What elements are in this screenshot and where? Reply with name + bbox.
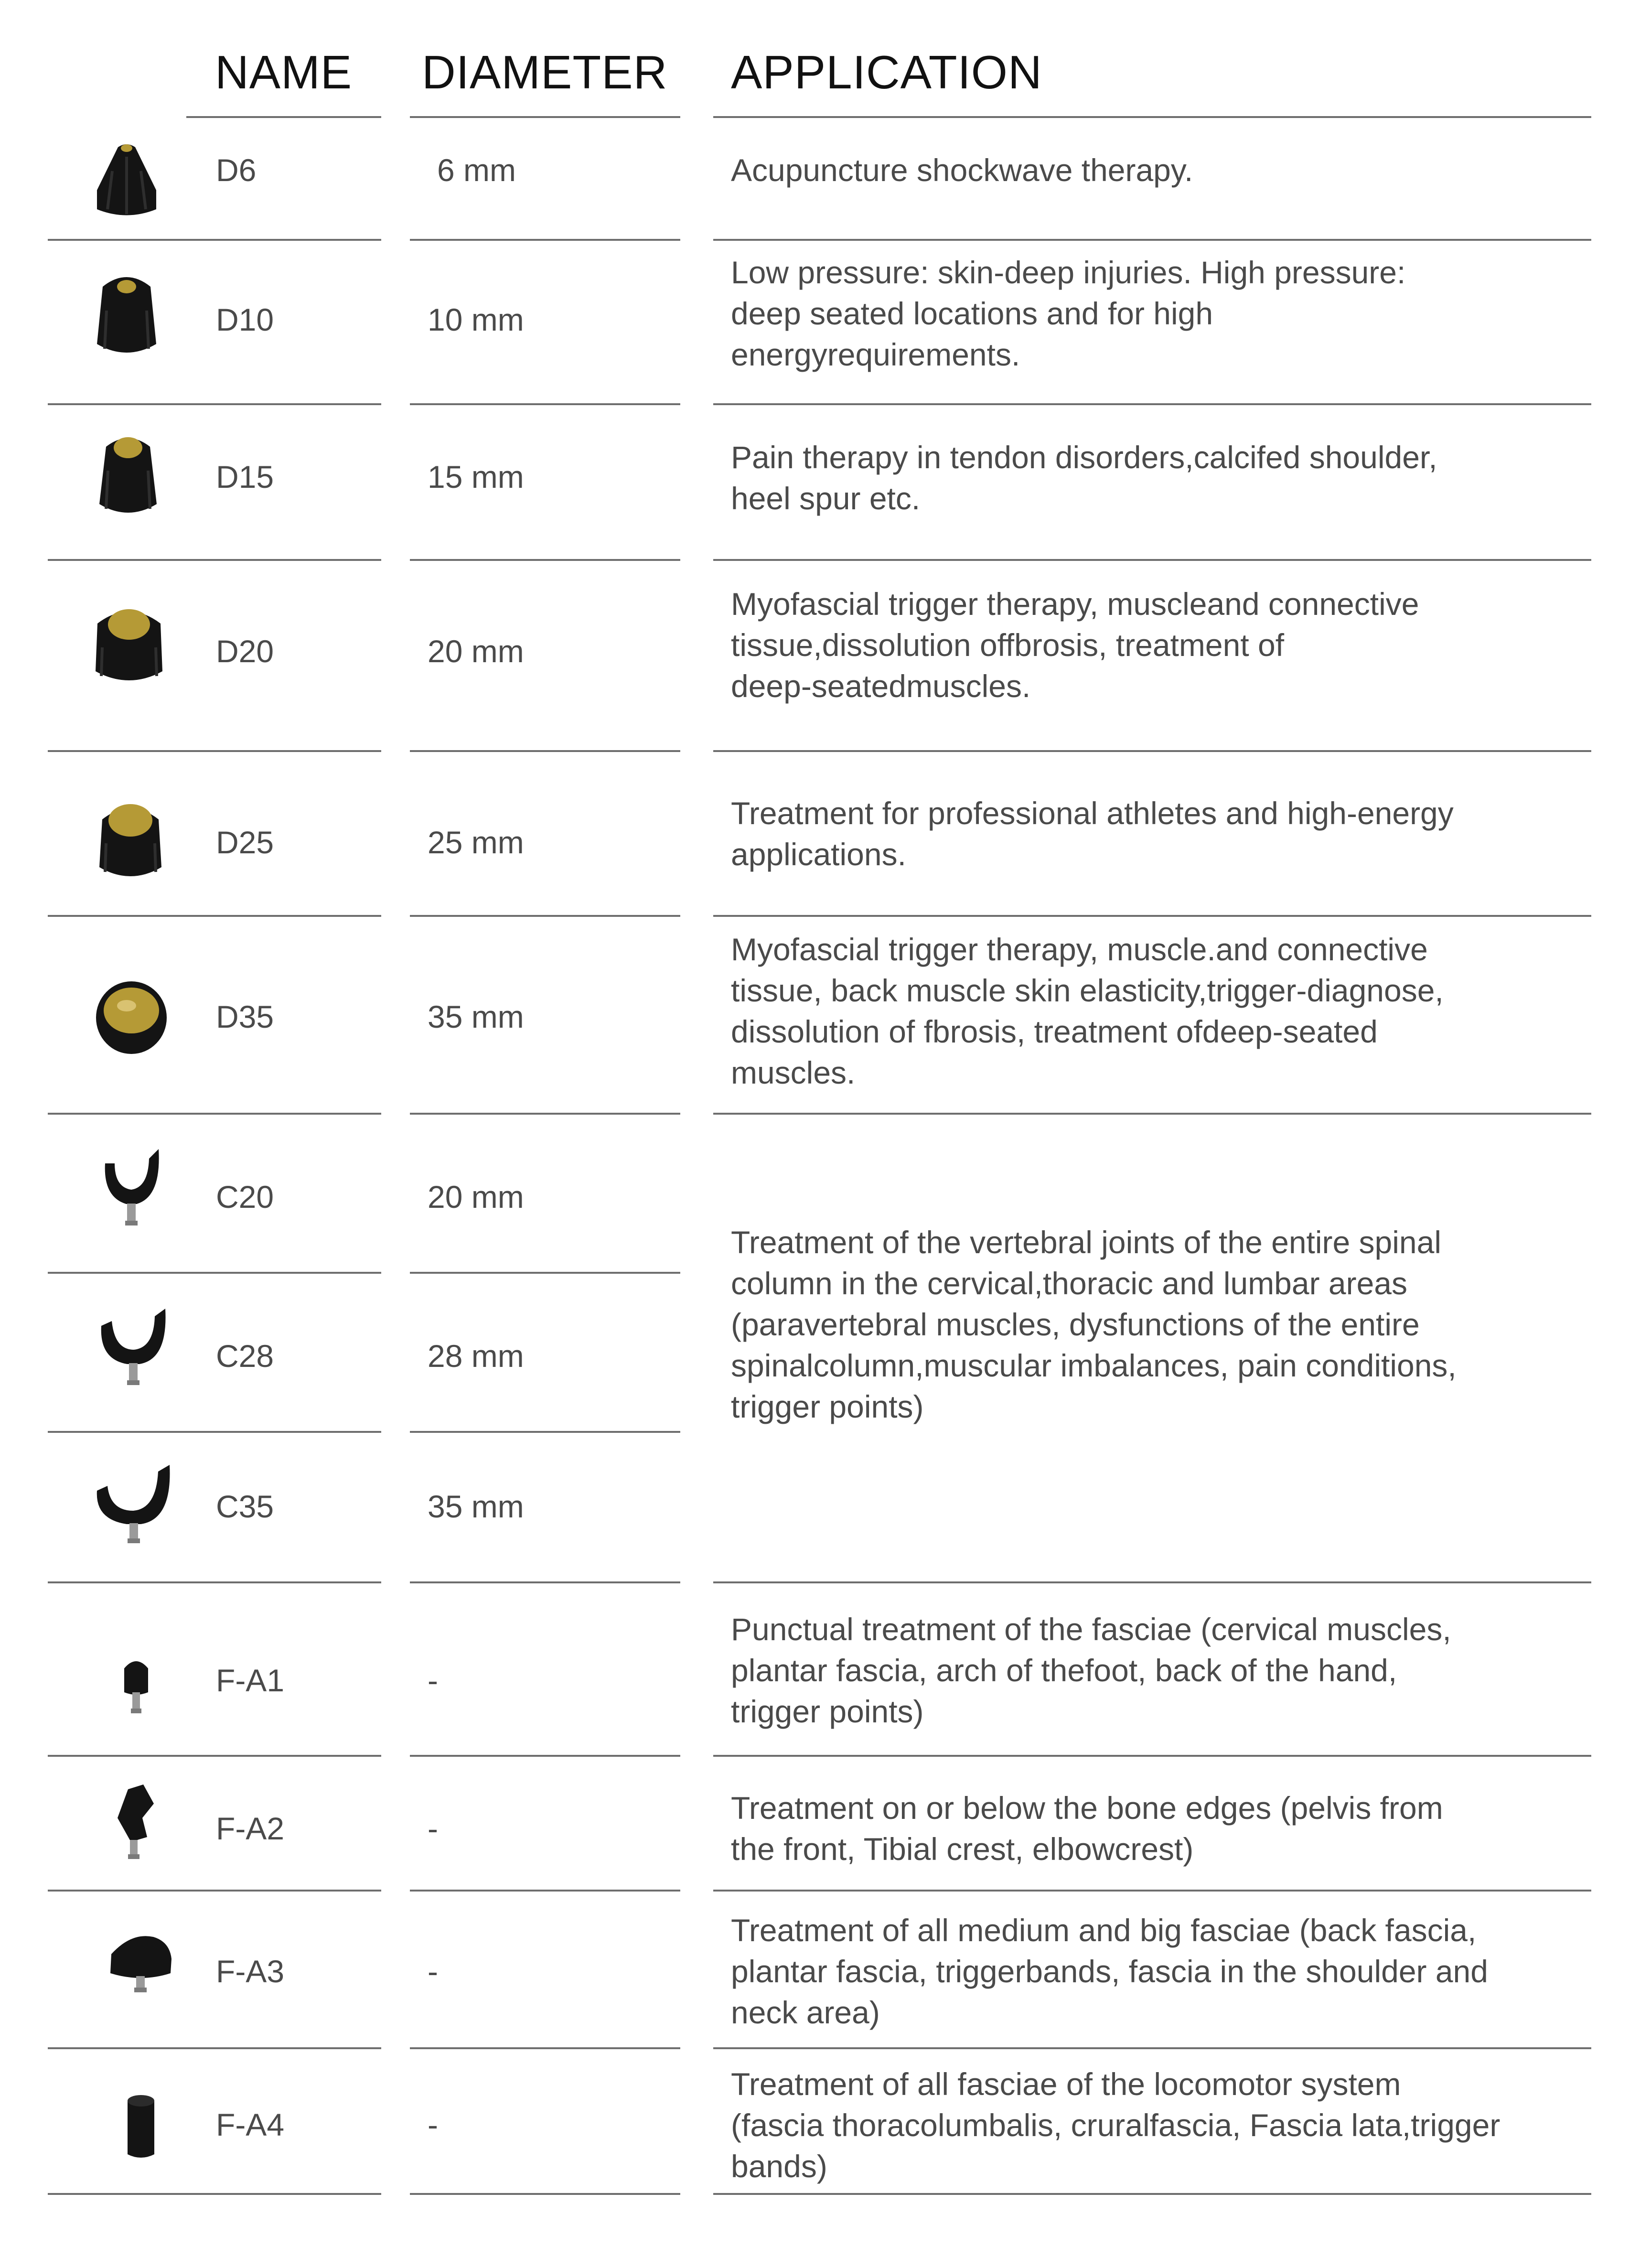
tip-10mm-icon	[93, 268, 160, 363]
row-rule	[713, 1113, 1591, 1115]
row-name: D10	[216, 302, 274, 337]
row-rule	[410, 1755, 680, 1757]
row-application: Low pressure: skin-deep injuries. High pressure: deep seated locations and for high energyrequirements.	[731, 255, 1406, 372]
row-diameter: -	[428, 1954, 438, 1989]
row-rule	[410, 750, 680, 752]
row-application: Acupuncture shockwave therapy.	[731, 152, 1193, 188]
row-rule	[713, 1755, 1591, 1757]
row-rule	[48, 403, 381, 405]
row-application: Treatment for professional athletes and high-energy applications.	[731, 795, 1454, 872]
header-diameter: DIAMETER	[422, 46, 668, 98]
row-application: Treatment on or below the bone edges (pelvis from the front, Tibial crest, elbowcrest)	[731, 1790, 1443, 1867]
row-rule	[48, 239, 381, 241]
row-rule	[48, 1581, 381, 1583]
fork-28mm-icon	[96, 1302, 172, 1393]
header-application: APPLICATION	[731, 46, 1042, 98]
row-diameter: 25 mm	[428, 825, 524, 860]
header-rule	[186, 116, 381, 118]
row-rule	[48, 1890, 381, 1892]
fascia-hook-icon	[114, 1784, 157, 1861]
row-diameter: -	[428, 2107, 438, 2142]
row-diameter: 10 mm	[428, 302, 524, 337]
row-name: C35	[216, 1489, 274, 1524]
row-diameter: 15 mm	[428, 459, 524, 494]
row-rule	[713, 2047, 1591, 2049]
row-name: F-A3	[216, 1954, 285, 1989]
row-rule	[48, 750, 381, 752]
row-rule	[713, 403, 1591, 405]
row-diameter: 28 mm	[428, 1338, 524, 1374]
row-rule	[48, 1755, 381, 1757]
row-diameter: 6 mm	[437, 152, 516, 188]
row-rule	[410, 1272, 680, 1274]
row-rule	[713, 1581, 1591, 1583]
row-name: F-A4	[216, 2107, 285, 2142]
row-diameter: 35 mm	[428, 1489, 524, 1524]
row-rule	[410, 2047, 680, 2049]
fork-20mm-icon	[96, 1144, 167, 1235]
row-diameter: 20 mm	[428, 634, 524, 669]
row-rule	[713, 559, 1591, 561]
row-rule	[410, 2193, 680, 2195]
tip-15mm-icon	[95, 428, 161, 523]
row-rule	[410, 1113, 680, 1115]
row-application: Myofascial trigger therapy, muscleand connective tissue,dissolution offbrosis, treatment of deep-seatedmuscles.	[731, 586, 1419, 704]
row-rule	[48, 2047, 381, 2049]
tip-25mm-icon	[95, 795, 166, 886]
header-rule	[713, 116, 1591, 118]
fascia-cylinder-icon	[122, 2090, 160, 2162]
row-name: D35	[216, 999, 274, 1034]
row-rule	[48, 1431, 381, 1433]
row-application: Myofascial trigger therapy, muscle.and connective tissue, back muscle skin elasticity,trigger-diagnose, dissolution of fbrosis, treatment ofdeep-seated muscles.	[731, 932, 1444, 1090]
fork-35mm-icon	[93, 1457, 174, 1548]
row-rule	[410, 1581, 680, 1583]
row-diameter: 20 mm	[428, 1179, 524, 1215]
row-rule	[713, 750, 1591, 752]
row-rule	[713, 915, 1591, 917]
tip-20mm-icon	[91, 600, 167, 690]
row-rule	[48, 915, 381, 917]
tip-6mm-icon	[93, 138, 160, 224]
header-name: NAME	[215, 46, 353, 98]
row-application: Treatment of all medium and big fasciae (back fascia, plantar fascia, triggerbands, fascia in the shoulder and neck area)	[731, 1913, 1488, 2030]
row-rule	[410, 1431, 680, 1433]
row-application: Treatment of all fasciae of the locomotor system (fascia thoracolumbalis, cruralfascia, Fascia lata,trigger bands)	[731, 2066, 1501, 2184]
row-application: Punctual treatment of the fasciae (cervical muscles, plantar fascia, arch of thefoot, back of the hand, trigger points)	[731, 1612, 1451, 1729]
row-diameter: -	[428, 1811, 438, 1846]
row-name: D6	[216, 152, 257, 188]
row-rule	[48, 2193, 381, 2195]
header-rule	[410, 116, 680, 118]
row-rule	[410, 403, 680, 405]
row-name: C28	[216, 1338, 274, 1374]
row-rule	[410, 559, 680, 561]
row-diameter: 35 mm	[428, 999, 524, 1034]
fascia-dot-icon	[119, 1654, 153, 1716]
row-name: F-A1	[216, 1663, 285, 1698]
row-name: D20	[216, 634, 274, 669]
row-rule	[713, 1890, 1591, 1892]
row-name: F-A2	[216, 1811, 285, 1846]
row-rule	[48, 1113, 381, 1115]
row-rule	[713, 2193, 1591, 2195]
row-name: D25	[216, 825, 274, 860]
row-application: Pain therapy in tendon disorders,calcifed shoulder, heel spur etc.	[731, 440, 1437, 516]
row-rule	[48, 559, 381, 561]
row-rule	[410, 915, 680, 917]
row-rule	[48, 1272, 381, 1274]
tip-35mm-icon	[93, 977, 170, 1058]
row-name: C20	[216, 1179, 274, 1215]
row-rule	[410, 239, 680, 241]
spinal-group-application: Treatment of the vertebral joints of the entire spinal column in the cervical,thoracic and lumbar areas (paravertebral muscles, dysfunctions of the entire spinalcolumn,muscular imbalances, pain conditions, trigger points)	[731, 1225, 1457, 1424]
row-name: D15	[216, 459, 274, 494]
row-rule	[713, 239, 1591, 241]
row-diameter: -	[428, 1663, 438, 1698]
row-rule	[410, 1890, 680, 1892]
fascia-wedge-icon	[107, 1930, 174, 1997]
